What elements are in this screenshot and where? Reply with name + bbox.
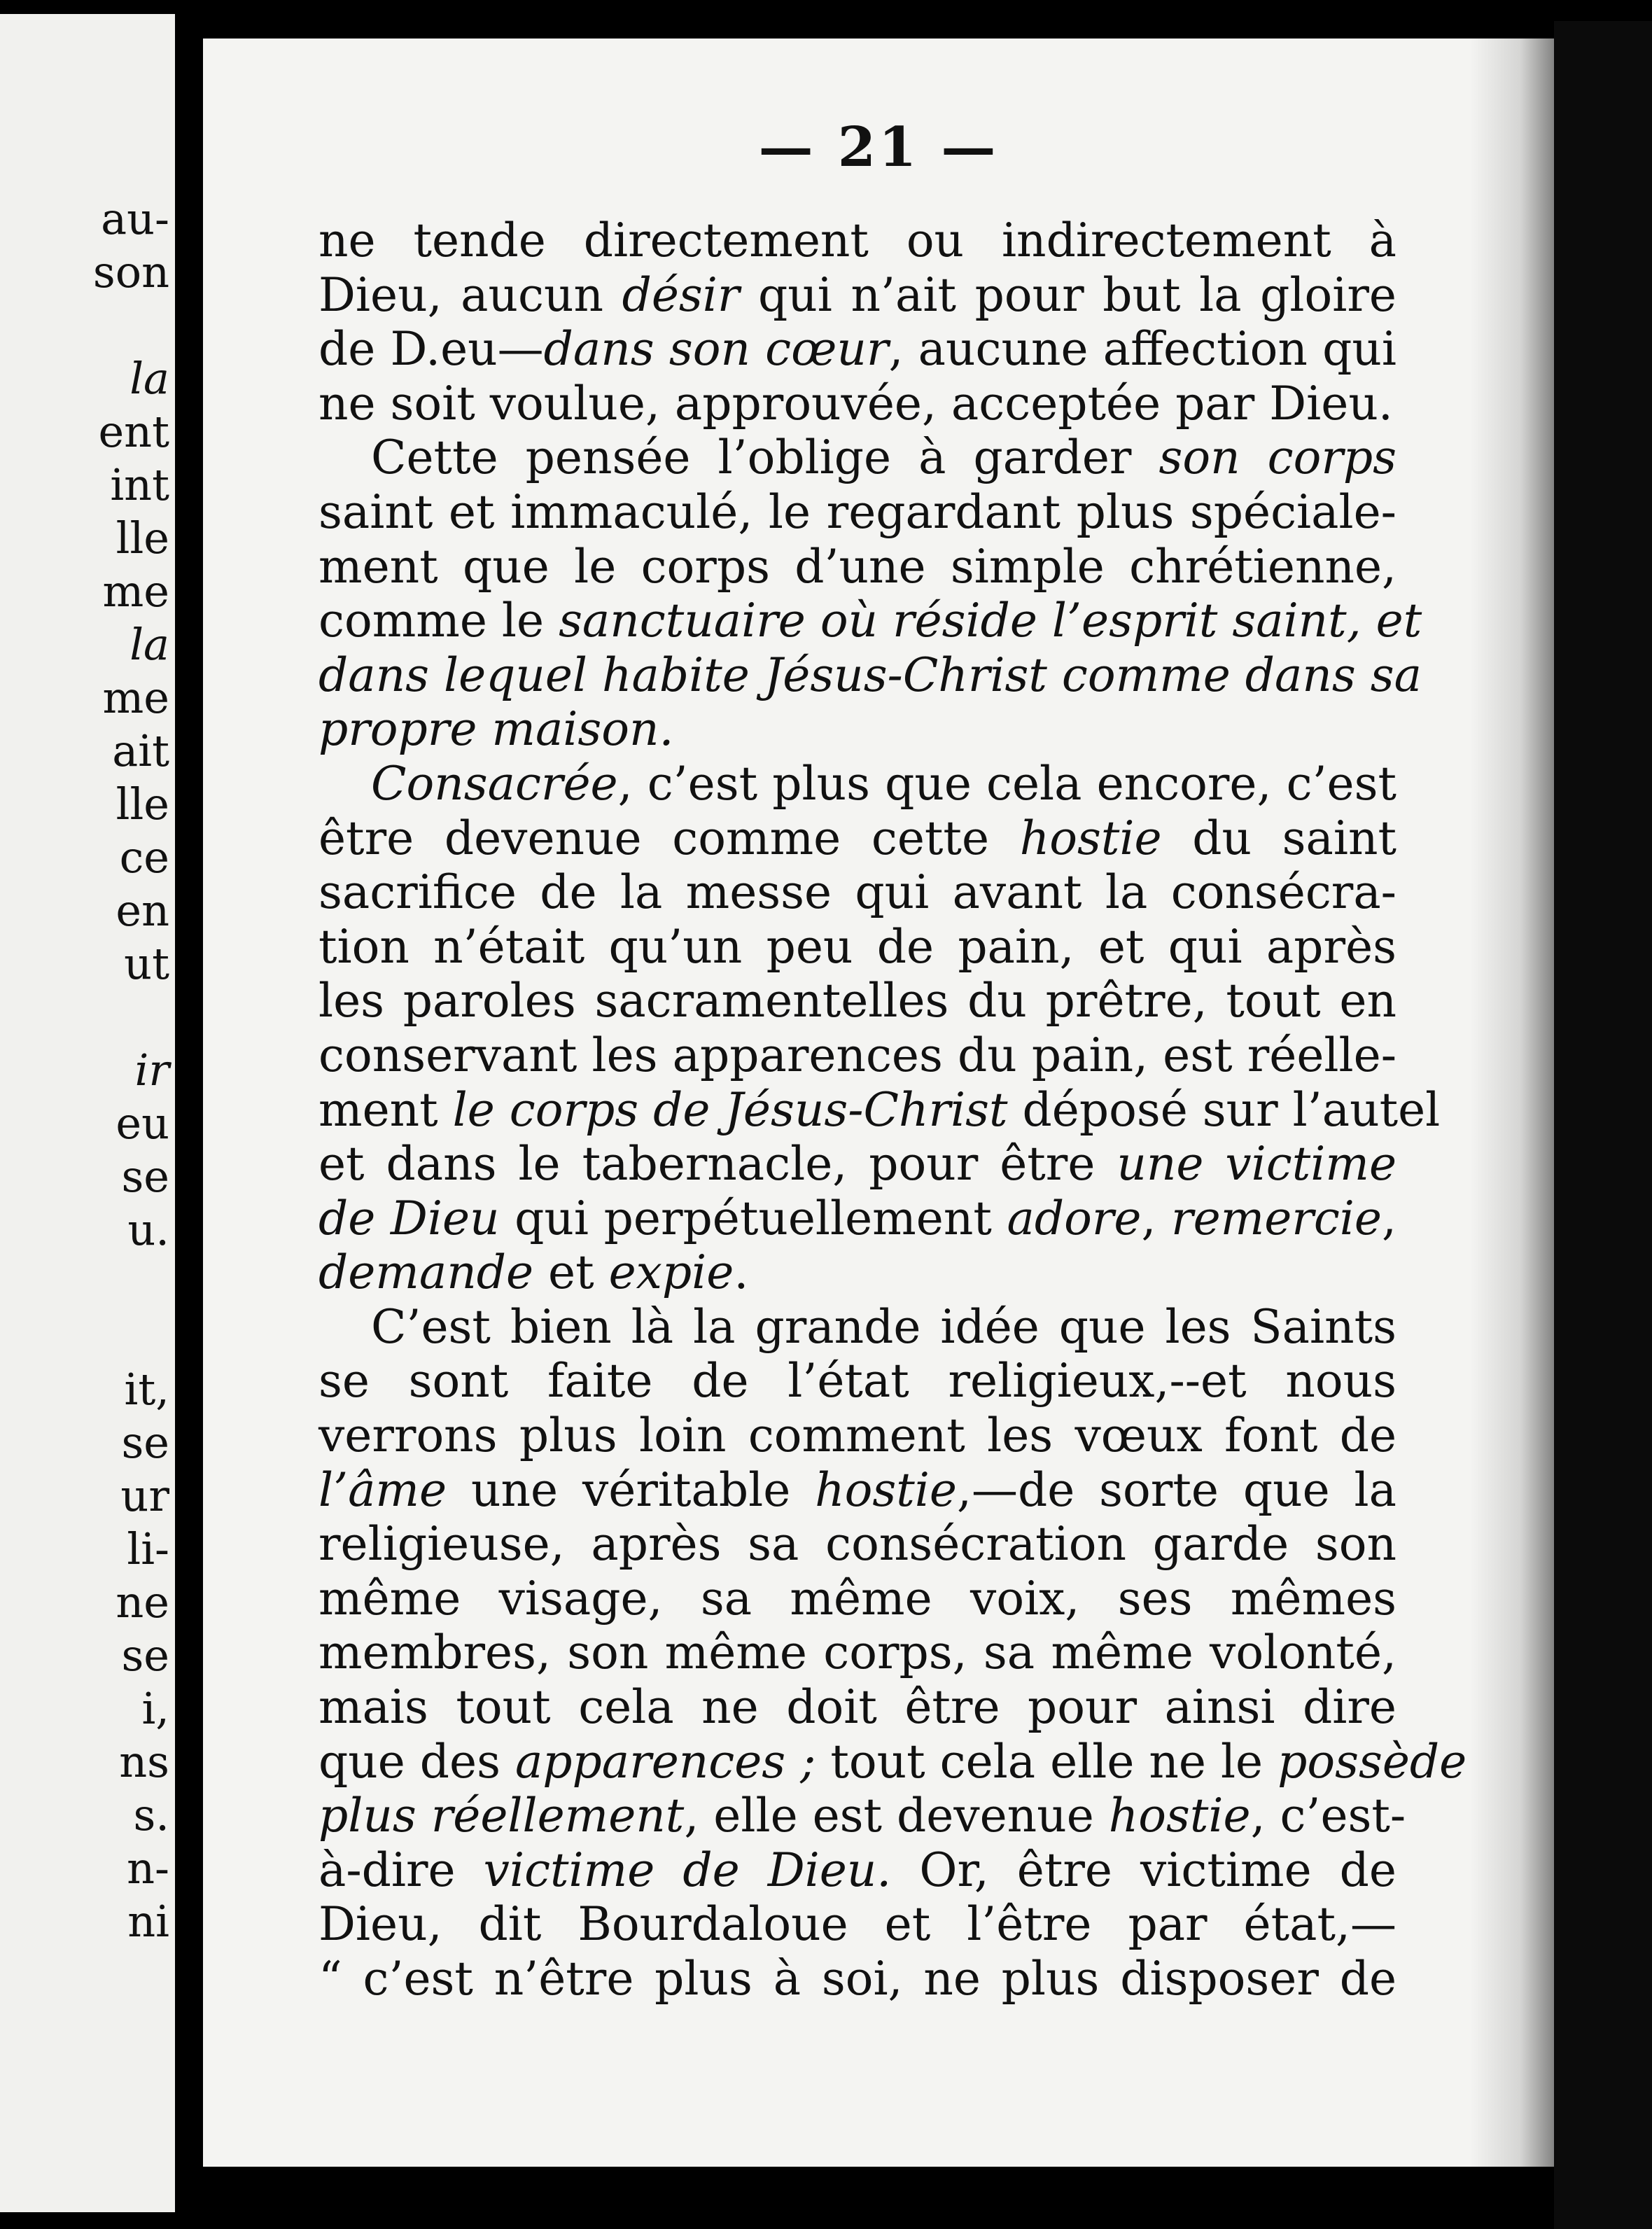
left-page-line-fragment: ut <box>124 938 169 989</box>
italic-text: sanctuaire où réside l’esprit saint, et <box>559 594 1422 648</box>
left-page-line-fragment: me <box>102 672 169 723</box>
left-page-line-fragment: la <box>130 619 169 670</box>
italic-text: désir <box>622 267 740 322</box>
text-line <box>318 865 1396 920</box>
text-span: Dieu, aucun <box>318 267 622 322</box>
italic-text: le corps de Jésus-Christ <box>452 1082 1008 1137</box>
text-span: , <box>1141 1191 1172 1245</box>
left-page-line-fragment: en <box>115 885 169 936</box>
italic-text: demande <box>318 1245 534 1300</box>
text-span: Or, être victime de <box>891 1843 1396 1897</box>
book-edge <box>1554 21 1652 2229</box>
left-page-line-fragment: se <box>121 1417 169 1468</box>
left-page-line-fragment: ns <box>119 1736 169 1787</box>
page-number: — 21 — <box>758 116 999 179</box>
text-span: Dieu, dit Bourdaloue et l’être par état,— <box>318 1897 1396 1952</box>
text-span: se sont faite de l’état religieux,--et nous <box>318 1354 1396 1409</box>
left-page-fragment <box>0 14 175 2212</box>
text-span: les paroles sacramentelles du prêtre, tout en <box>318 974 1396 1028</box>
text-span: C’est bien là la grande idée que les Saints <box>371 1299 1396 1354</box>
left-page-line-fragment: au- <box>101 193 169 244</box>
text-line <box>318 1517 1396 1572</box>
text-span: comme le <box>318 594 559 648</box>
text-span: sacrifice de la messe qui avant la consécra- <box>318 865 1396 920</box>
text-span: ne soit voulue, approuvée, acceptée par Dieu. <box>318 376 1393 431</box>
italic-text: plus réellement <box>318 1789 685 1843</box>
italic-text: expie <box>608 1245 734 1300</box>
text-span: et <box>533 1245 609 1300</box>
left-page-line-fragment: it, <box>124 1364 169 1415</box>
italic-text: victime de Dieu. <box>483 1843 892 1897</box>
text-span: , <box>1381 1191 1396 1245</box>
body-text <box>318 214 1467 2006</box>
text-line <box>318 485 1396 540</box>
italic-text: propre maison. <box>318 702 674 757</box>
left-page-line-fragment: eu <box>115 1098 169 1149</box>
left-page-line-fragment: int <box>110 459 169 510</box>
text-line <box>318 1626 1396 1680</box>
italic-text: de Dieu <box>318 1191 500 1245</box>
text-line <box>318 1680 1396 1735</box>
text-line <box>318 322 1396 377</box>
left-page-line-fragment: ent <box>98 406 169 457</box>
text-span: à-dire <box>318 1843 484 1897</box>
text-line <box>318 1192 1396 1246</box>
right-page <box>203 39 1554 2167</box>
text-line <box>318 594 1422 648</box>
left-page-line-fragment: se <box>121 1630 169 1681</box>
text-line <box>318 1952 1396 2006</box>
text-span: Cette pensée l’oblige à garder <box>371 431 1159 485</box>
text-span: tout cela elle ne le <box>816 1734 1278 1789</box>
text-line <box>318 377 1396 431</box>
text-span: ment <box>318 1082 453 1137</box>
left-page-line-fragment: me <box>102 566 169 617</box>
text-line <box>318 648 1422 703</box>
text-span: être devenue comme cette <box>318 811 1020 865</box>
left-page-line-fragment: li- <box>127 1523 169 1574</box>
text-line <box>318 1082 1441 1138</box>
text-line <box>318 540 1396 594</box>
left-page-line-fragment: lle <box>115 778 169 830</box>
text-span: ,—de sorte que la <box>956 1462 1396 1517</box>
text-line <box>318 757 1396 811</box>
left-page-line-fragment: u. <box>127 1204 169 1255</box>
text-span: du saint <box>1161 811 1396 865</box>
text-line <box>318 1245 1396 1300</box>
text-span: que des <box>318 1734 515 1789</box>
text-span: ment que le corps d’une simple chrétienne, <box>318 539 1396 594</box>
italic-text: l’âme <box>318 1462 447 1517</box>
text-span: “ c’est n’être plus à soi, ne plus disposer de <box>318 1952 1396 2006</box>
text-line <box>318 1028 1396 1083</box>
left-page-line-fragment: s. <box>133 1789 169 1840</box>
text-span: . <box>734 1245 749 1300</box>
text-span: ne tende directement ou indirectement à <box>318 214 1396 267</box>
text-span: membres, son même corps, sa même volonté, <box>318 1626 1396 1680</box>
text-line <box>318 1300 1396 1355</box>
text-line <box>318 1137 1396 1192</box>
text-span: qui perpétuellement <box>499 1191 1007 1245</box>
text-line <box>318 1789 1406 1843</box>
left-page-line-fragment: ce <box>119 832 169 883</box>
text-line <box>318 974 1396 1028</box>
text-line <box>318 214 1396 268</box>
text-span: tion n’était qu’un peu de pain, et qui après <box>318 919 1396 974</box>
text-span: , c’est- <box>1250 1789 1406 1843</box>
italic-text: adore <box>1007 1191 1142 1245</box>
text-span: verrons plus loin comment les vœux font de <box>318 1409 1396 1463</box>
italic-text: dans son cœur <box>543 322 889 377</box>
left-page-line-fragment: i, <box>141 1683 169 1734</box>
left-page-line-fragment: lle <box>115 512 169 564</box>
text-line <box>318 1409 1396 1463</box>
italic-text: hostie <box>1108 1789 1251 1843</box>
text-span: mais tout cela ne doit être pour ainsi dire <box>318 1680 1396 1735</box>
text-span: , aucune affection qui <box>888 322 1396 377</box>
left-page-line-fragment: se <box>121 1151 169 1202</box>
text-span: et dans le tabernacle, pour être <box>318 1137 1117 1192</box>
left-page-line-fragment: n- <box>127 1843 169 1894</box>
text-span: conservant les apparences du pain, est réelle- <box>318 1028 1396 1082</box>
text-line <box>318 920 1396 974</box>
left-page-line-fragment: ait <box>112 725 169 776</box>
text-line <box>318 1897 1396 1952</box>
text-line <box>318 1463 1396 1518</box>
italic-text: son corps <box>1158 431 1396 485</box>
text-span: déposé sur l’autel <box>1007 1082 1441 1137</box>
text-span: qui n’ait pour but la gloire <box>739 267 1396 322</box>
text-line <box>318 811 1396 866</box>
left-page-line-fragment: la <box>130 353 169 404</box>
text-line <box>318 1734 1467 1789</box>
text-span: même visage, sa même voix, ses mêmes <box>318 1571 1396 1626</box>
text-span: saint et immaculé, le regardant plus spéciale- <box>318 484 1396 539</box>
italic-text: hostie <box>1019 811 1162 865</box>
text-line <box>318 1843 1396 1898</box>
left-page-line-fragment: son <box>92 246 169 298</box>
text-span: de D.eu— <box>318 322 544 377</box>
left-page-line-fragment: ne <box>115 1577 169 1628</box>
text-line <box>318 268 1396 323</box>
italic-text: possède <box>1278 1734 1467 1789</box>
text-line <box>318 1354 1396 1409</box>
text-span: religieuse, après sa consécration garde son <box>318 1517 1396 1572</box>
text-line <box>318 1572 1396 1626</box>
italic-text: hostie <box>815 1462 957 1517</box>
text-span: , c’est plus que cela encore, c’est <box>617 756 1396 811</box>
text-line <box>318 702 1396 757</box>
text-span: , elle est devenue <box>684 1789 1109 1843</box>
book-gutter <box>175 0 203 2229</box>
italic-text: dans lequel habite Jésus-Christ comme dans sa <box>318 648 1422 702</box>
italic-text: apparences ; <box>514 1734 816 1789</box>
italic-text: remercie <box>1171 1191 1382 1245</box>
left-page-line-fragment: ir <box>134 1044 169 1096</box>
left-page-line-fragment: ur <box>120 1470 169 1521</box>
italic-text: une victime <box>1116 1137 1396 1192</box>
text-line <box>318 431 1396 485</box>
italic-text: Consacrée <box>371 756 618 811</box>
text-span: une véritable <box>447 1462 816 1517</box>
left-page-line-fragment: ni <box>127 1896 169 1947</box>
